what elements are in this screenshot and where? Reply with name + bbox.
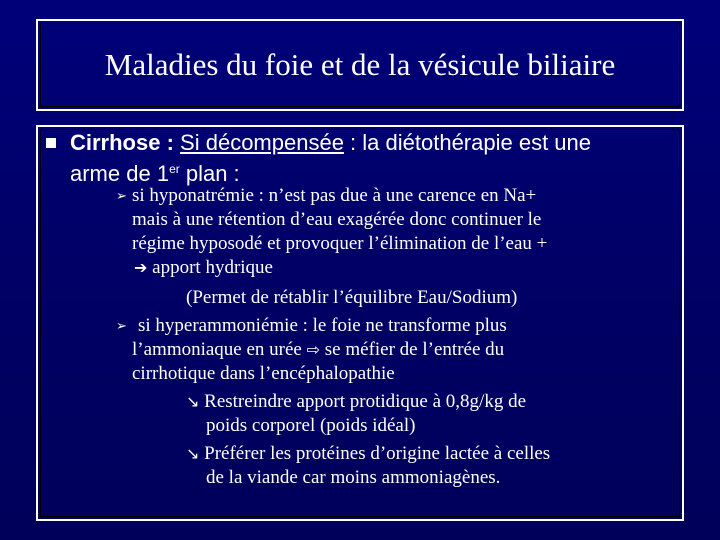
sub2-line6 [186,442,550,466]
down-right-arrow-icon: ↘ [186,444,200,463]
slide-title: Maladies du foie et de la vésicule biliaire [104,47,616,82]
sub2-line2-tail: se méfier de l’entrée du [324,339,505,360]
sub2-line2-text: l’ammoniaque en urée [132,339,302,360]
sub2-line4-text: Restreindre apport protidique à 0,8g/kg de [204,391,527,412]
bullet-line2-text: arme de 1 [70,161,170,186]
bullet-line-1 [70,129,591,157]
sub1-line5: (Permet de rétablir l’équilibre Eau/Sodium) [186,287,518,308]
bullet-underlined-term: Si décompensée [180,130,344,155]
bullet-line2-tail: plan : [179,161,240,186]
sub1-line4-text: apport hydrique [152,257,273,278]
sub2-line2 [132,338,504,362]
sub2-line3: cirrhotique dans l’encéphalopathie [132,363,395,384]
sub1-line4 [134,256,273,280]
title-frame [36,19,684,111]
sub2-line6-text: Préférer les protéines d’origine lactée à celles [204,443,551,464]
sub1-line3: régime hyposodé et provoquer l’élimination de l’eau + [132,233,548,254]
arrow-bullet-icon: ➢ [116,319,127,334]
bullet-rest-line1: : la diétothérapie est une [343,130,591,155]
sub1-line2: mais à une rétention d’eau exagérée donc continuer le [132,209,542,230]
arrow-bullet-icon: ➢ [116,189,127,204]
sub2-line7: de la viande car moins ammoniagènes. [206,467,501,488]
down-right-arrow-icon: ↘ [186,392,200,411]
sub2-line1: si hyperammoniémie : le foie ne transforme plus [138,315,507,336]
square-bullet-icon [46,138,56,148]
right-arrow-icon: ➔ [134,258,148,277]
sub2-line5: poids corporel (poids idéal) [206,415,416,436]
outline-right-arrow-icon: ⇨ [306,340,321,359]
sub1-line1: si hyponatrémie : n’est pas due à une carence en Na+ [132,185,537,206]
bullet-bold-term: Cirrhose : [70,130,174,155]
sub2-line4 [186,390,526,414]
bullet-superscript: er [169,162,180,176]
